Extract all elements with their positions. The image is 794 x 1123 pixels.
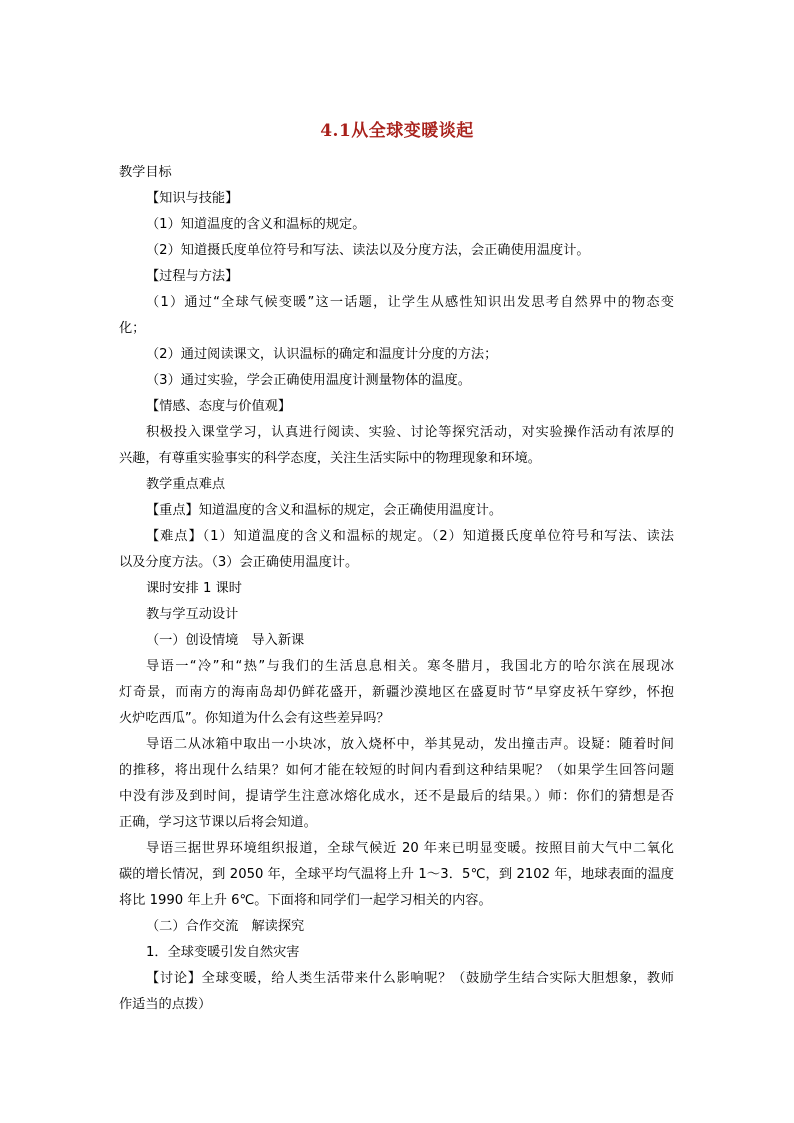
class-hours: 课时安排 1 课时 xyxy=(146,581,242,596)
paragraph-line: 将比 1990 年上升 6℃。下面将和同学们一起学习相关的内容。 xyxy=(119,893,492,908)
paragraph-line: 导语二从冰箱中取出一小块冰，放入烧杯中，举其晃动，发出撞击声。设疑：随着时间 xyxy=(146,737,674,752)
goal-item: （2）知道摄氏度单位符号和写法、读法以及分度方法，会正确使用温度计。 xyxy=(146,243,590,258)
section-heading-teaching-goals: 教学目标 xyxy=(119,165,172,180)
discussion-line: 【讨论】全球变暖，给人类生活带来什么影响呢？（鼓励学生结合实际大胆想象，教师 xyxy=(146,971,674,986)
goal-item: （1）通过“全球气候变暖”这一话题，让学生从感性知识出发思考自然界中的物态变 xyxy=(146,295,674,310)
subheading-attitude-values: 【情感、态度与价值观】 xyxy=(146,399,292,414)
page-title: 4.1从全球变暖谈起 xyxy=(320,121,474,141)
key-point: 【重点】知道温度的含义和温标的规定，会正确使用温度计。 xyxy=(146,503,503,518)
paragraph-line: 中没有涉及到时间，提请学生注意冰熔化成水，还不是最后的结果。）师：你们的猜想是否 xyxy=(119,789,674,804)
paragraph-line: 火炉吃西瓜”。你知道为什么会有这些差异吗？ xyxy=(119,711,390,726)
paragraph-line: 导语一“冷”和“热”与我们的生活息息相关。寒冬腊月，我国北方的哈尔滨在展现冰 xyxy=(146,659,674,674)
difficult-point: 【难点】（1）知道温度的含义和温标的规定。（2）知道摄氏度单位符号和写法、读法 xyxy=(146,529,674,544)
discussion-line-continued: 作适当的点拨） xyxy=(119,997,212,1012)
paragraph-line: 灯奇景，而南方的海南岛却仍鲜花盛开，新疆沙漠地区在盛夏时节“早穿皮袄午穿纱，怀抱 xyxy=(119,685,674,700)
goal-item: （2）通过阅读课文，认识温标的确定和温度计分度的方法； xyxy=(146,347,498,362)
difficult-point-continued: 以及分度方法。（3）会正确使用温度计。 xyxy=(119,555,359,570)
subheading-knowledge-skills: 【知识与技能】 xyxy=(146,191,239,206)
goal-item-continued: 化； xyxy=(119,321,146,336)
section-heading-key-points: 教学重点难点 xyxy=(146,477,226,492)
subheading-process-methods: 【过程与方法】 xyxy=(146,269,239,284)
subsection-heading: （二）合作交流 解读探究 xyxy=(146,919,305,934)
subsection-heading: （一）创设情境 导入新课 xyxy=(146,633,305,648)
paragraph-line: 碳的增长情况，到 2050 年，全球平均气温将上升 1～3．5℃，到 2102 年，地球表面的温度 xyxy=(119,867,674,882)
goal-item: （1）知道温度的含义和温标的规定。 xyxy=(146,217,366,232)
paragraph-line: 正确，学习这节课以后将会知道。 xyxy=(119,815,317,830)
section-heading-interaction-design: 教与学互动设计 xyxy=(146,607,239,622)
paragraph-line: 的推移，将出现什么结果？如何才能在较短的时间内看到这种结果呢？（如果学生回答问题 xyxy=(119,763,674,778)
paragraph-line: 兴趣，有尊重实验事实的科学态度，关注生活实际中的物理现象和环境。 xyxy=(119,451,541,466)
goal-item: （3）通过实验，学会正确使用温度计测量物体的温度。 xyxy=(146,373,471,388)
paragraph-line: 导语三据世界环境组织报道，全球气候近 20 年来已明显变暖。按照目前大气中二氧化 xyxy=(146,841,674,856)
paragraph-line: 积极投入课堂学习，认真进行阅读、实验、讨论等探究活动，对实验操作活动有浓厚的 xyxy=(146,425,674,440)
topic-heading: 1．全球变暖引发自然灾害 xyxy=(146,945,300,960)
